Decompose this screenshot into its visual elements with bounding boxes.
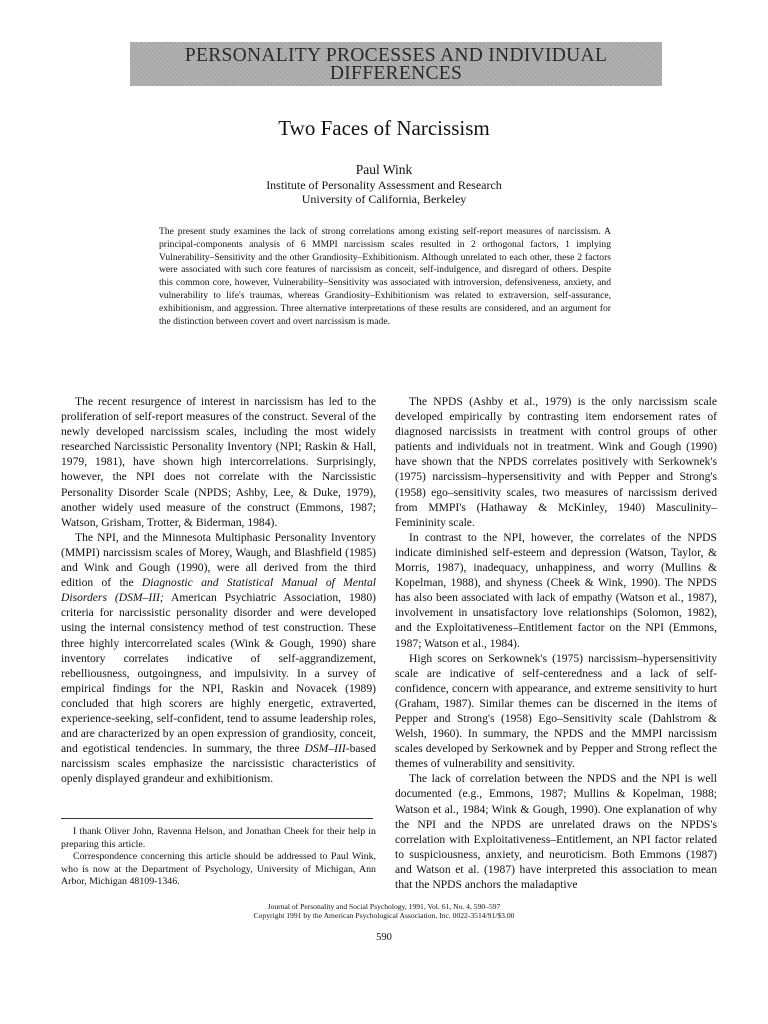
footnotes (61, 826, 376, 889)
correspondence-footnote: Correspondence concerning this article should be addressed to Paul Wink, who is now at the Department of Psychology, University of Michigan, Ann Arbor, Michigan 48109-1346. (61, 851, 376, 888)
journal-citation (0, 902, 768, 920)
italic-text: Diagnostic and Statistical Manual of Mental Disorders (DSM–III; (61, 576, 376, 605)
body-paragraph: The recent resurgence of interest in narcissism has led to the proliferation of self-report measures of the construct. Several of the newly developed narcissism scales, including the most widely researched Narcissistic Personality Inventory (NPI; Raskin & Hall, 1979, 1981), have shown high intercorrelations. Surprisingly, however, the NPI does not correlate with the Narcissistic Personality Disorder Scale (NPDS; Ashby, Lee, & Duke, 1979), another widely used measure of the construct (Emmons, 1987; Watson, Grisham, Trotter, & Biderman, 1984). (61, 395, 376, 529)
journal-line: Journal of Personality and Social Psychology, 1991, Vol. 61, No. 4, 590–597 (267, 902, 501, 911)
section-header-line-1: PERSONALITY PROCESSES AND INDIVIDUAL (184, 45, 608, 66)
acknowledgment-footnote: I thank Oliver John, Ravenna Helson, and Jonathan Cheek for their help in preparing this article. (61, 826, 376, 850)
body-paragraph: The lack of correlation between the NPDS and the NPI is well documented (e.g., Emmons, 1987; Mullins & Kopelman, 1988; Watson et al., 1984; Wink & Gough, 1990). One explanation of why the NPI and the NPDS are unrelated draws on the NPDS's correlation with Exploitativeness–Entitlement, an NPI factor related to suspiciousness, anxiety, and neuroticism. Both Emmons (1987) and Watson et al. (1987) have interpreted this association to mean that the NPDS anchors the maladaptive (395, 772, 717, 891)
body-paragraph: In contrast to the NPI, however, the correlates of the NPDS indicate diminished self-esteem and depression (Watson, Taylor, & Morris, 1987), inadequacy, unhappiness, and worry (Mullins & Kopelman, 1988), and shyness (Cheek & Wink, 1990). The NPDS has also been associated with lack of empathy (Watson et al., 1987), involvement in unsatisfactory love relationships (Solomon, 1982), and the Exploitativeness–Entitlement factor on the NPI (Emmons, 1987; Watson et al., 1984). (395, 530, 717, 650)
body-paragraph: High scores on Serkownek's (1975) narcissism–hypersensitivity scale are indicative of self-centeredness and a lack of self-confidence, concern with appearance, and extreme sensitivity to hurt (Graham, 1987). Similar themes can be discerned in the items of Pepper and Strong's (1958) Ego–Sensitivity scale (Dahlstrom & Welsh, 1960). In summary, the NPDS and the MMPI narcissism scales developed by Serkownek and by Pepper and Strong reflect the themes of vulnerability and sensitivity. (395, 651, 717, 771)
affiliation-institute: Institute of Personality Assessment and Research (266, 178, 502, 192)
copyright-line: Copyright 1991 by the American Psychological Association, Inc. 0022-3514/91/$3.00 (253, 911, 515, 920)
page-number: 590 (376, 932, 392, 943)
body-paragraph (61, 530, 376, 787)
abstract: The present study examines the lack of strong correlations among existing self-report measures of narcissism. A principal-components analysis of 6 MMPI narcissism scales resulted in 2 orthogonal factors, 1 implying Vulnerability–Sensitivity and the other Grandiosity–Exhibitionism. Although unrelated to each other, these 2 factors were associated with such core features of narcissism as conceit, self-indulgence, and disregard of others. Despite this common core, however, Vulnerability–Sensitivity was associated with introversion, defensiveness, anxiety, and vulnerability to life's traumas, whereas Grandiosity–Exhibitionism was related to extraversion, self-assurance, exhibitionism, and aggression. Three alternative interpretations of these results are considered, and an argument for the distinction between covert and overt narcissism is made. (159, 226, 611, 327)
right-column (395, 394, 717, 892)
article-title: Two Faces of Narcissism (278, 116, 490, 140)
left-column (61, 394, 376, 786)
author-affiliation (0, 178, 768, 206)
text-run: American Psychiatric Association, 1980) criteria for narcissistic personality disorder and were developed using the internal consistency method of test construction. These three highly intercorrelated scales (Wink & Gough, 1990) share inventory correlates indicative of self-aggrandizement, rebelliousness, outgoingness, and impulsivity. In a survey of empirical findings for the NPI, Raskin and Novacek (1989) concluded that high scorers are highly energetic, extraverted, experience-seeking, self-confident, tend to assume leadership roles, and are characterized by an open expression of grandiosity, conceit, and egotistical tendencies. In summary, the three (61, 591, 376, 756)
affiliation-university: University of California, Berkeley (301, 192, 467, 206)
section-header-banner (130, 42, 662, 86)
section-header-line-2: DIFFERENCES (329, 63, 463, 84)
footnote-divider (61, 818, 373, 819)
italic-text: DSM–III (304, 742, 346, 756)
text-run: The NPI, and the Minnesota Multiphasic Personality Inventory (MMPI) narcissism scales of Morey, Waugh, and Blashfield (1985) and Wink and Gough (1990), were all derived from the third edition of the (61, 530, 376, 590)
text-run: -based narcissism scales emphasize the narcissistic characteristics of openly displayed grandeur and exhibitionism. (61, 742, 376, 786)
body-paragraph: The NPDS (Ashby et al., 1979) is the only narcissism scale developed empirically by contrasting item endorsement rates of diagnosed narcissists in treatment with control groups of other patients and individuals not in treatment. Wink and Gough (1990) have shown that the NPDS correlates positively with Serkownek's (1975) narcissism–hypersensitivity and with Pepper and Strong's (1958) ego–sensitivity scales, two measures of narcissism derived from MMPI's (Hathaway & McKinley, 1940) Masculinity–Femininity scale. (395, 395, 717, 529)
author-name: Paul Wink (355, 162, 413, 177)
